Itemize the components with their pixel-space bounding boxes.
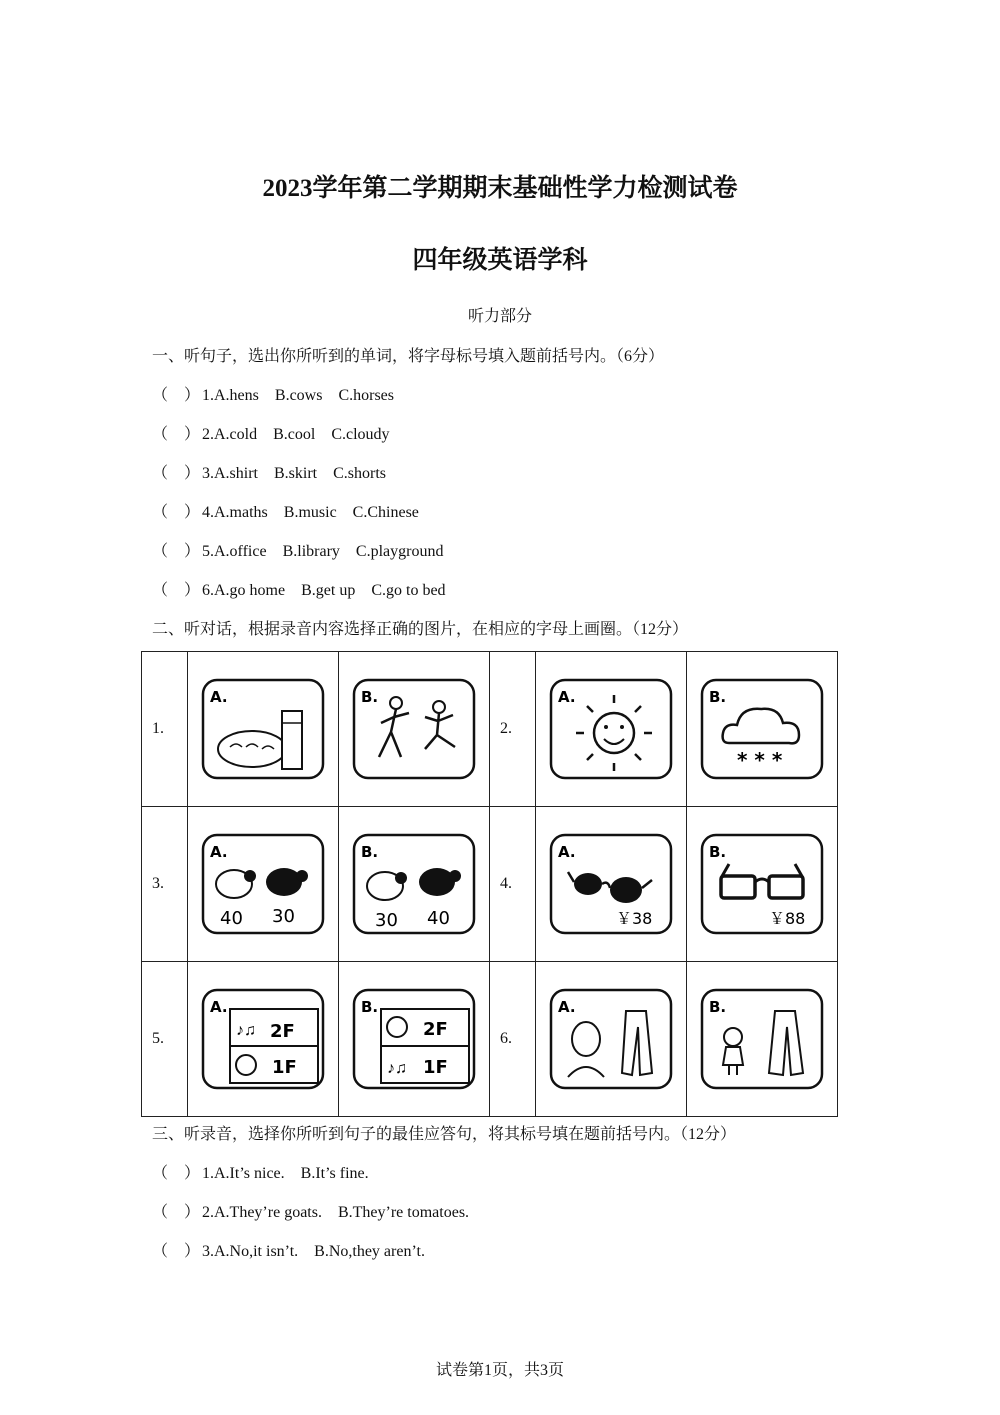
option-letter: A. [558,998,576,1016]
music-art-floor-picture [200,987,326,1091]
picture-table [141,651,838,1117]
option-card-a[interactable] [536,652,687,807]
list-item [152,421,390,444]
option-a: 4.A.maths [202,504,268,521]
question-number: 5. [142,962,188,1117]
option-a: 2.A.They’re goats. [202,1204,322,1221]
list-item [152,1199,469,1222]
list-item [152,1160,369,1183]
option-a: 3.A.No,it isn’t. [202,1243,299,1260]
music-note-icon: ♪♫ [236,1022,256,1039]
option-a: 6.A.go home [202,582,286,599]
sunny-picture [548,677,674,781]
floor-label: 2F [270,1021,295,1042]
answer-blank[interactable]: （ ） [152,426,201,443]
option-c: C.playground [355,543,444,560]
question-number: 4. [490,807,536,962]
option-card-b[interactable] [339,807,490,962]
sheep-picture [200,832,326,936]
music-note-icon: ♪♫ [387,1060,407,1077]
option-b: B.skirt [274,465,318,482]
section-3-heading: 三、听录音，选择你所听到句子的最佳应答句，将其标号填在题前括号内。（12分） [152,1126,737,1143]
option-letter: B. [709,998,727,1016]
list-item [152,577,446,600]
answer-blank[interactable]: （ ） [152,465,201,482]
question-number: 2. [490,652,536,807]
option-card-b[interactable] [687,962,838,1117]
option-card-a[interactable] [536,962,687,1117]
option-c: C.Chinese [352,504,419,521]
option-letter: B. [361,688,379,706]
answer-blank[interactable]: （ ） [152,1204,201,1221]
exam-title: 2023学年第二学期期末基础性学力检测试卷 [262,175,738,202]
option-b: B.cows [274,387,323,404]
price-label: ￥88 [769,909,806,928]
option-card-a[interactable] [188,652,339,807]
option-b: B.music [283,504,337,521]
snowy-picture [699,677,825,781]
option-b: B.It’s fine. [300,1165,369,1182]
option-c: C.cloudy [331,426,390,443]
floor-label: 1F [272,1057,297,1078]
answer-blank[interactable]: （ ） [152,387,201,404]
option-letter: A. [210,998,228,1016]
answer-blank[interactable]: （ ） [152,1165,201,1182]
svg-text:* * *: * * * [737,748,783,772]
list-item [152,460,386,483]
list-item [152,382,394,405]
option-a: 3.A.shirt [202,465,258,482]
woman-scarf-picture [548,987,674,1091]
sheep-picture [351,832,477,936]
count-label: 30 [375,910,398,931]
option-b: B.library [282,543,340,560]
table-row [142,807,838,962]
option-letter: A. [210,688,228,706]
question-number: 6. [490,962,536,1117]
question-number: 3. [142,807,188,962]
option-letter: B. [709,843,727,861]
answer-blank[interactable]: （ ） [152,1243,201,1260]
list-item [152,1238,425,1261]
art-music-floor-picture [351,987,477,1091]
option-letter: B. [361,843,379,861]
option-b: B.cool [273,426,316,443]
part-heading: 听力部分 [467,308,532,325]
girl-scarf-picture [699,987,825,1091]
option-a: 1.A.It’s nice. [202,1165,285,1182]
exam-subtitle: 四年级英语学科 [412,247,588,274]
sunglasses-picture [548,832,674,936]
option-card-b[interactable] [339,962,490,1117]
option-b: B.get up [301,582,356,599]
count-label: 30 [272,906,295,927]
price-label: ￥38 [616,909,653,928]
option-card-b[interactable] [339,652,490,807]
list-item [152,538,443,561]
section-2-heading: 二、听对话，根据录音内容选择正确的图片，在相应的字母上画圈。（12分） [152,621,689,638]
option-a: 5.A.office [202,543,267,560]
option-a: 2.A.cold [202,426,258,443]
floor-label: 2F [423,1019,448,1040]
option-b: B.They’re tomatoes. [337,1204,470,1221]
option-c: C.shorts [333,465,387,482]
option-letter: B. [361,998,379,1016]
option-card-b[interactable] [687,807,838,962]
answer-blank[interactable]: （ ） [152,582,201,599]
option-b: B.No,they aren’t. [314,1243,425,1260]
glasses-picture [699,832,825,936]
option-c: C.horses [338,387,395,404]
option-card-b[interactable] [687,652,838,807]
option-letter: B. [709,688,727,706]
option-a: 1.A.hens [202,387,259,404]
count-label: 40 [427,908,450,929]
list-item [152,499,419,522]
bread-milk-picture [200,677,326,781]
option-card-a[interactable] [536,807,687,962]
running-jumping-picture [351,677,477,781]
option-letter: A. [210,843,228,861]
option-card-a[interactable] [188,807,339,962]
question-number: 1. [142,652,188,807]
table-row [142,962,838,1117]
option-letter: A. [558,843,576,861]
option-card-a[interactable] [188,962,339,1117]
option-c: C.go to bed [371,582,446,599]
answer-blank[interactable]: （ ） [152,543,201,560]
page-footer: 试卷第1页，共3页 [435,1362,564,1379]
table-row [142,652,838,807]
floor-label: 1F [423,1057,448,1078]
option-letter: A. [558,688,576,706]
answer-blank[interactable]: （ ） [152,504,201,521]
section-1-heading: 一、听句子，选出你所听到的单词，将字母标号填入题前括号内。（6分） [152,348,665,365]
count-label: 40 [220,908,243,929]
